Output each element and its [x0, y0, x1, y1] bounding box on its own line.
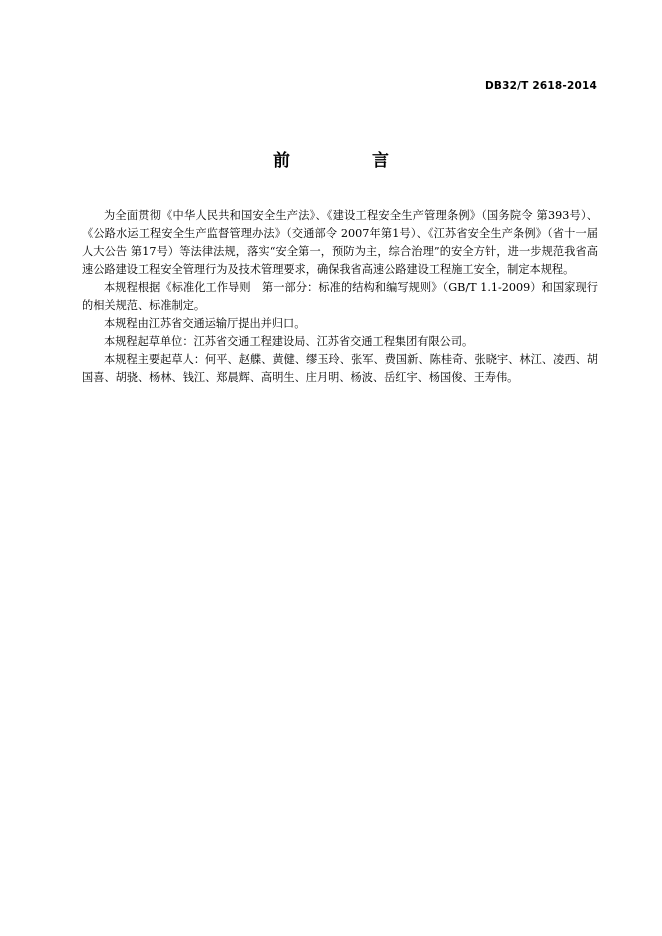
standard-code: DB32/T 2618-2014 [485, 80, 597, 92]
paragraph-basis: 本规程根据《标准化工作导则 第一部分：标准的结构和编写规则》（GB/T 1.1-2009）和国家现行的相关规范、标准制定。 [82, 281, 598, 312]
page-title: 前 言 [273, 151, 427, 171]
foreword-body [82, 207, 598, 387]
paragraph-proposer: 本规程由江苏省交通运输厅提出并归口。 [104, 317, 306, 330]
paragraph-drafting-units: 本规程起草单位：江苏省交通工程建设局、江苏省交通工程集团有限公司。 [104, 335, 474, 348]
paragraph-purpose: 为全面贯彻《中华人民共和国安全生产法》、《建设工程安全生产管理条例》（国务院令 第393号）、《公路水运工程安全生产监督管理办法》（交通部令 2007年第1号）、《江苏省安全生产条例》（省十一届人大公告 第17号）等法律法规，落实“安全第一，预防为主，综合治理”的安全方针，进一步规范我省高速公路建设工程安全管理行为及技术管理要求，确保我省高速公路建设工程施工安全，制定本规程。 [82, 209, 598, 276]
paragraph-drafters: 本规程主要起草人：何平、赵艓、黄健、缪玉玲、张军、费国新、陈桂奇、张晓宇、林江、凌西、胡国喜、胡骁、杨林、钱江、郑晨辉、高明生、庄月明、杨波、岳红宇、杨国俊、王寿伟。 [82, 353, 598, 384]
